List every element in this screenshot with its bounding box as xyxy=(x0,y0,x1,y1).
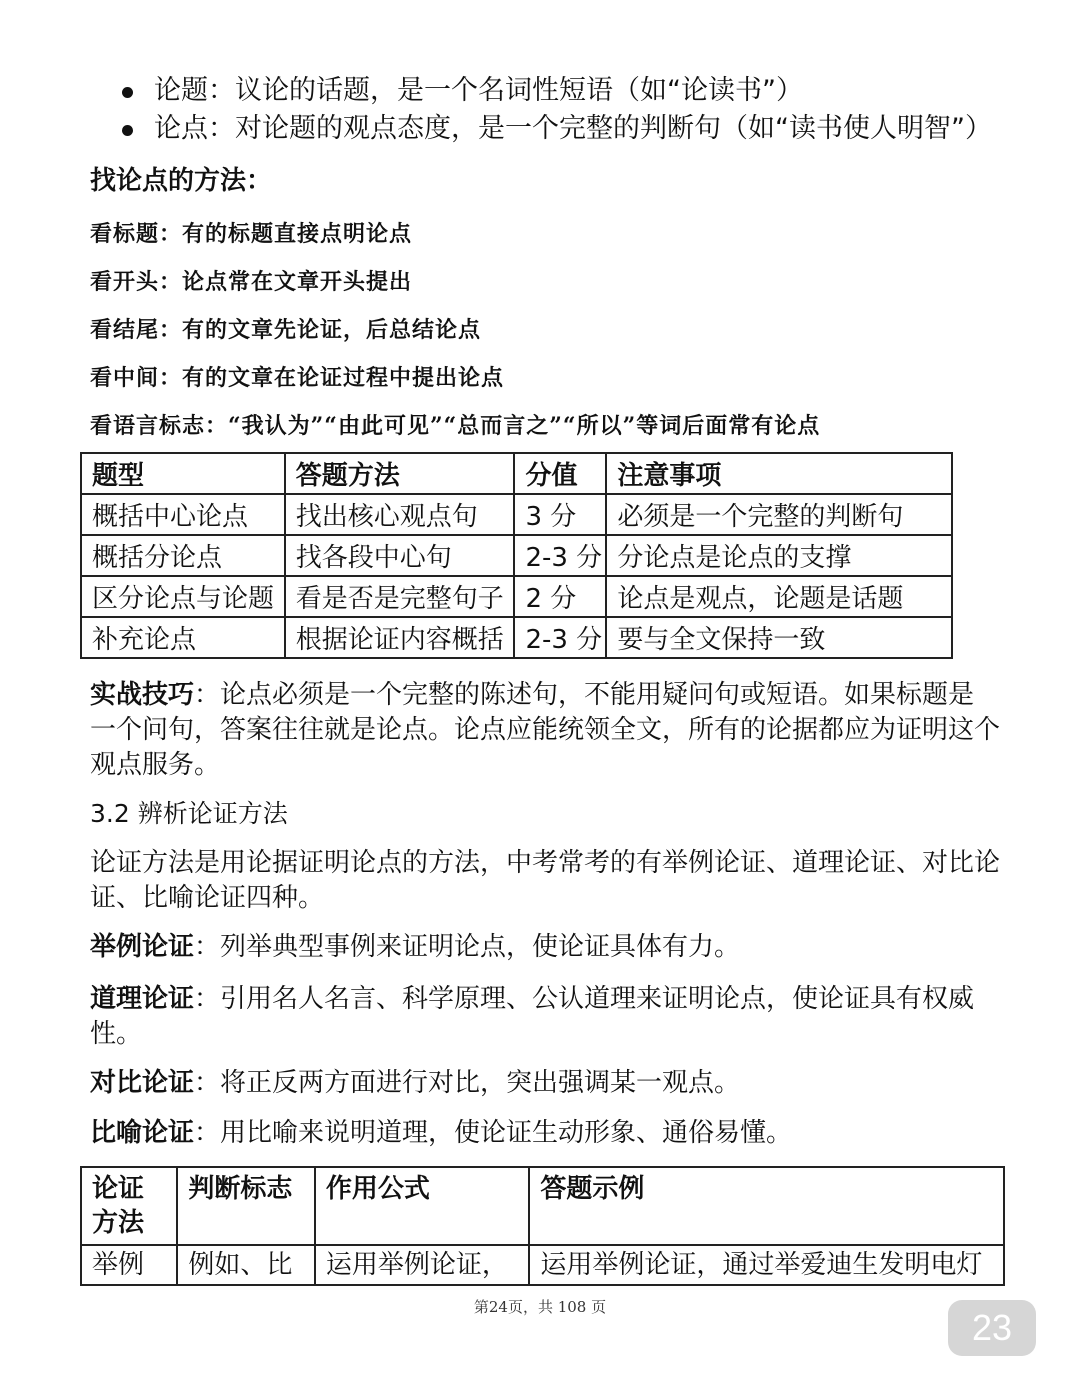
table-cell: 分论点是论点的支撑 xyxy=(606,535,952,576)
table-cell: 论点是观点，论题是话题 xyxy=(606,576,952,617)
method-heading: 找论点的方法： xyxy=(90,166,273,196)
table-header-cell: 题型 xyxy=(81,453,285,494)
tip-line: 看中间：有的文章在论证过程中提出论点 xyxy=(90,365,505,391)
bullet-icon xyxy=(122,87,133,98)
table-cell: 看是否是完整句子 xyxy=(285,576,515,617)
method-contrast xyxy=(90,1066,1000,1101)
table-cell: 找各段中心句 xyxy=(285,535,515,576)
table-cell: 2-3 分 xyxy=(514,617,606,658)
method-label: 对比论证 xyxy=(90,1068,195,1098)
list-item-text: 论题：议论的话题，是一个名词性短语（如“论读书”） xyxy=(154,75,803,106)
page-footer: 第24页，共 108 页 xyxy=(473,1298,607,1316)
question-type-table xyxy=(80,452,953,659)
tip-line: 看语言标志：“我认为”“由此可见”“总而言之”“所以”等词后面常有论点 xyxy=(90,413,821,439)
table-cell: 区分论点与论题 xyxy=(81,576,285,617)
definition-list xyxy=(118,72,1058,148)
method-example xyxy=(90,930,1000,965)
table-cell: 概括分论点 xyxy=(81,535,285,576)
list-item xyxy=(118,110,1058,148)
page-number-badge[interactable]: 23 xyxy=(948,1300,1036,1356)
table-cell: 3 分 xyxy=(514,494,606,535)
table-cell: 根据论证内容概括 xyxy=(285,617,515,658)
table-cell: 2 分 xyxy=(514,576,606,617)
table-header-cell: 论证 方法 xyxy=(81,1167,177,1245)
table-cell: 例如、比 xyxy=(177,1245,315,1285)
section-title: 3.2 辨析论证方法 xyxy=(90,799,288,828)
table-header-cell: 答题示例 xyxy=(529,1167,1004,1245)
table-cell: 补充论点 xyxy=(81,617,285,658)
practice-paragraph xyxy=(90,678,1000,783)
table-header-cell: 判断标志 xyxy=(177,1167,315,1245)
table-cell: 必须是一个完整的判断句 xyxy=(606,494,952,535)
tip-line: 看开头：论点常在文章开头提出 xyxy=(90,269,413,295)
table-cell: 概括中心论点 xyxy=(81,494,285,535)
table-header-cell: 答题方法 xyxy=(285,453,515,494)
table-header-cell: 注意事项 xyxy=(606,453,952,494)
table-row xyxy=(81,535,952,576)
method-text: ：将正反两方面进行对比，突出强调某一观点。 xyxy=(194,1068,741,1098)
method-metaphor xyxy=(90,1116,1000,1151)
table-cell: 找出核心观点句 xyxy=(285,494,515,535)
list-item xyxy=(118,72,1058,110)
intro-paragraph: 论证方法是用论据证明论点的方法，中考常考的有举例论证、道理论证、对比论证、比喻论证四种。 xyxy=(90,848,1001,913)
practice-label: 实战技巧 xyxy=(90,680,195,710)
argument-method-table xyxy=(80,1166,1005,1286)
table-row xyxy=(81,1245,1004,1285)
tip-line: 看结尾：有的文章先论证，后总结论点 xyxy=(90,317,482,343)
table-cell: 运用举例论证，通过举爱迪生发明电灯 xyxy=(529,1245,1004,1285)
tips-list xyxy=(90,210,1050,450)
method-text: ：引用名人名言、科学原理、公认道理来证明论点，使论证具有权威性。 xyxy=(90,984,975,1049)
table-row xyxy=(81,494,952,535)
method-text: ：列举典型事例来证明论点，使论证具体有力。 xyxy=(194,932,741,962)
tip-line: 看标题：有的标题直接点明论点 xyxy=(90,221,413,247)
method-label: 道理论证 xyxy=(90,984,195,1014)
list-item-text: 论点：对论题的观点态度，是一个完整的判断句（如“读书使人明智”） xyxy=(154,113,992,144)
practice-text: ：论点必须是一个完整的陈述句，不能用疑问句或短语。如果标题是一个问句，答案往往就是论点。论点应能统领全文，所有的论据都应为证明这个观点服务。 xyxy=(90,680,1001,780)
table-header-cell: 作用公式 xyxy=(315,1167,530,1245)
method-reasoning xyxy=(90,982,1000,1052)
method-label: 举例论证 xyxy=(90,932,195,962)
table-header-cell: 分值 xyxy=(514,453,606,494)
table-cell: 运用举例论证， xyxy=(315,1245,530,1285)
table-cell: 要与全文保持一致 xyxy=(606,617,952,658)
table-header-row xyxy=(81,453,952,494)
table-cell: 举例 xyxy=(81,1245,177,1285)
table-row xyxy=(81,576,952,617)
table-cell: 2-3 分 xyxy=(514,535,606,576)
table-header-row xyxy=(81,1167,1004,1245)
method-text: ：用比喻来说明道理，使论证生动形象、通俗易懂。 xyxy=(194,1118,793,1148)
bullet-icon xyxy=(122,125,133,136)
table-row xyxy=(81,617,952,658)
method-label: 比喻论证 xyxy=(90,1118,195,1148)
